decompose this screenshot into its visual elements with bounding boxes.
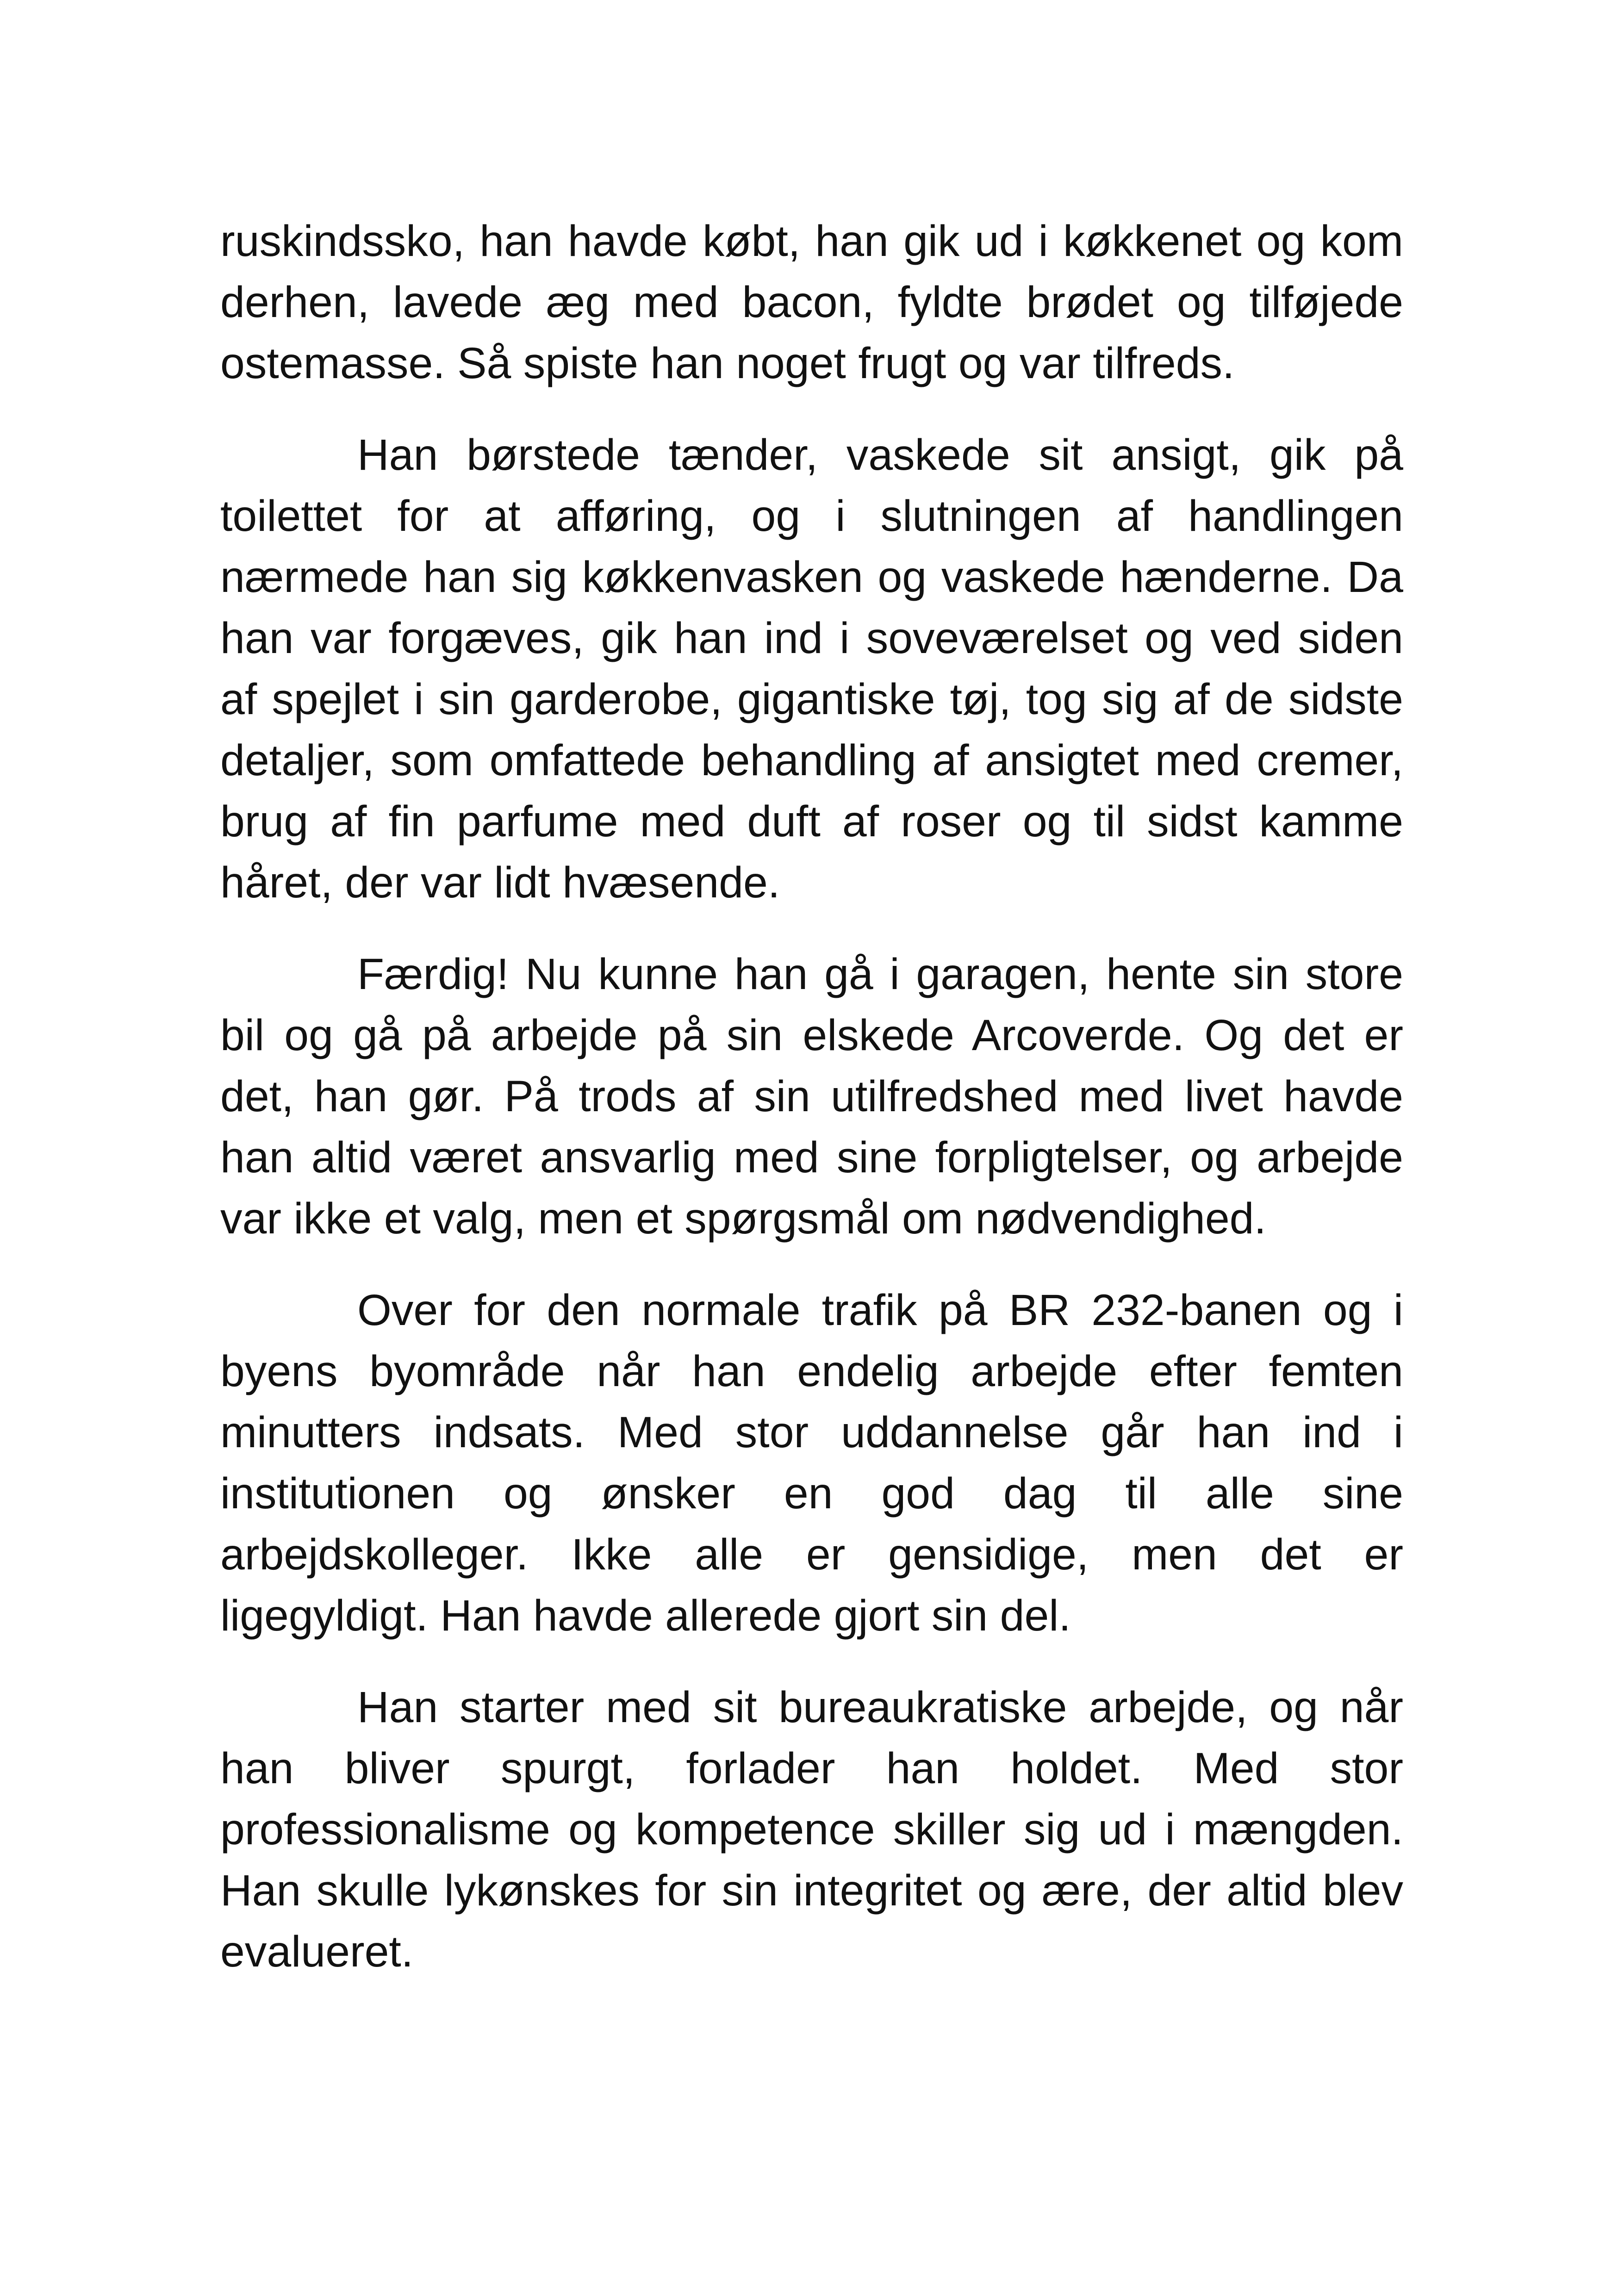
paragraph-3: Færdig! Nu kunne han gå i garagen, hente sin store bil og gå på arbejde på sin elskede Arcoverde. Og det er det, han gør. På trods af sin utilfredshed med livet havde han altid været ansvarlig med sine forpligtelser, og arbejde var ikke et valg, men et spørgsmål om nødvendighed. [220, 950, 1403, 1243]
body-text [220, 211, 1403, 2013]
paragraph-4: Over for den normale trafik på BR 232-banen og i byens byområde når han endelig arbejde efter femten minutters indsats. Med stor uddannelse går han ind i institutionen og ønsker en god dag til alle sine arbejdskolleger. Ikke alle er gensidige, men det er ligegyldigt. Han havde allerede gjort sin del. [220, 1286, 1403, 1640]
paragraph-5: Han starter med sit bureaukratiske arbejde, og når han bliver spurgt, forlader han holdet. Med stor professionalisme og kompetence skiller sig ud i mængden. Han skulle lykønskes for sin integritet og ære, der altid blev evalueret. [220, 1683, 1403, 1976]
paragraph-1: ruskindssko, han havde købt, han gik ud i køkkenet og kom derhen, lavede æg med bacon, fyldte brødet og tilføjede ostemasse. Så spiste han noget frugt og var tilfreds. [220, 217, 1403, 388]
paragraph-2: Han børstede tænder, vaskede sit ansigt, gik på toilettet for at afføring, og i slutningen af handlingen nærmede han sig køkkenvasken og vaskede hænderne. Da han var forgæves, gik han ind i soveværelset og ved siden af spejlet i sin garderobe, gigantiske tøj, tog sig af de sidste detaljer, som omfattede behandling af ansigtet med cremer, brug af fin parfume med duft af roser og til sidst kamme håret, der var lidt hvæsende. [220, 430, 1403, 907]
